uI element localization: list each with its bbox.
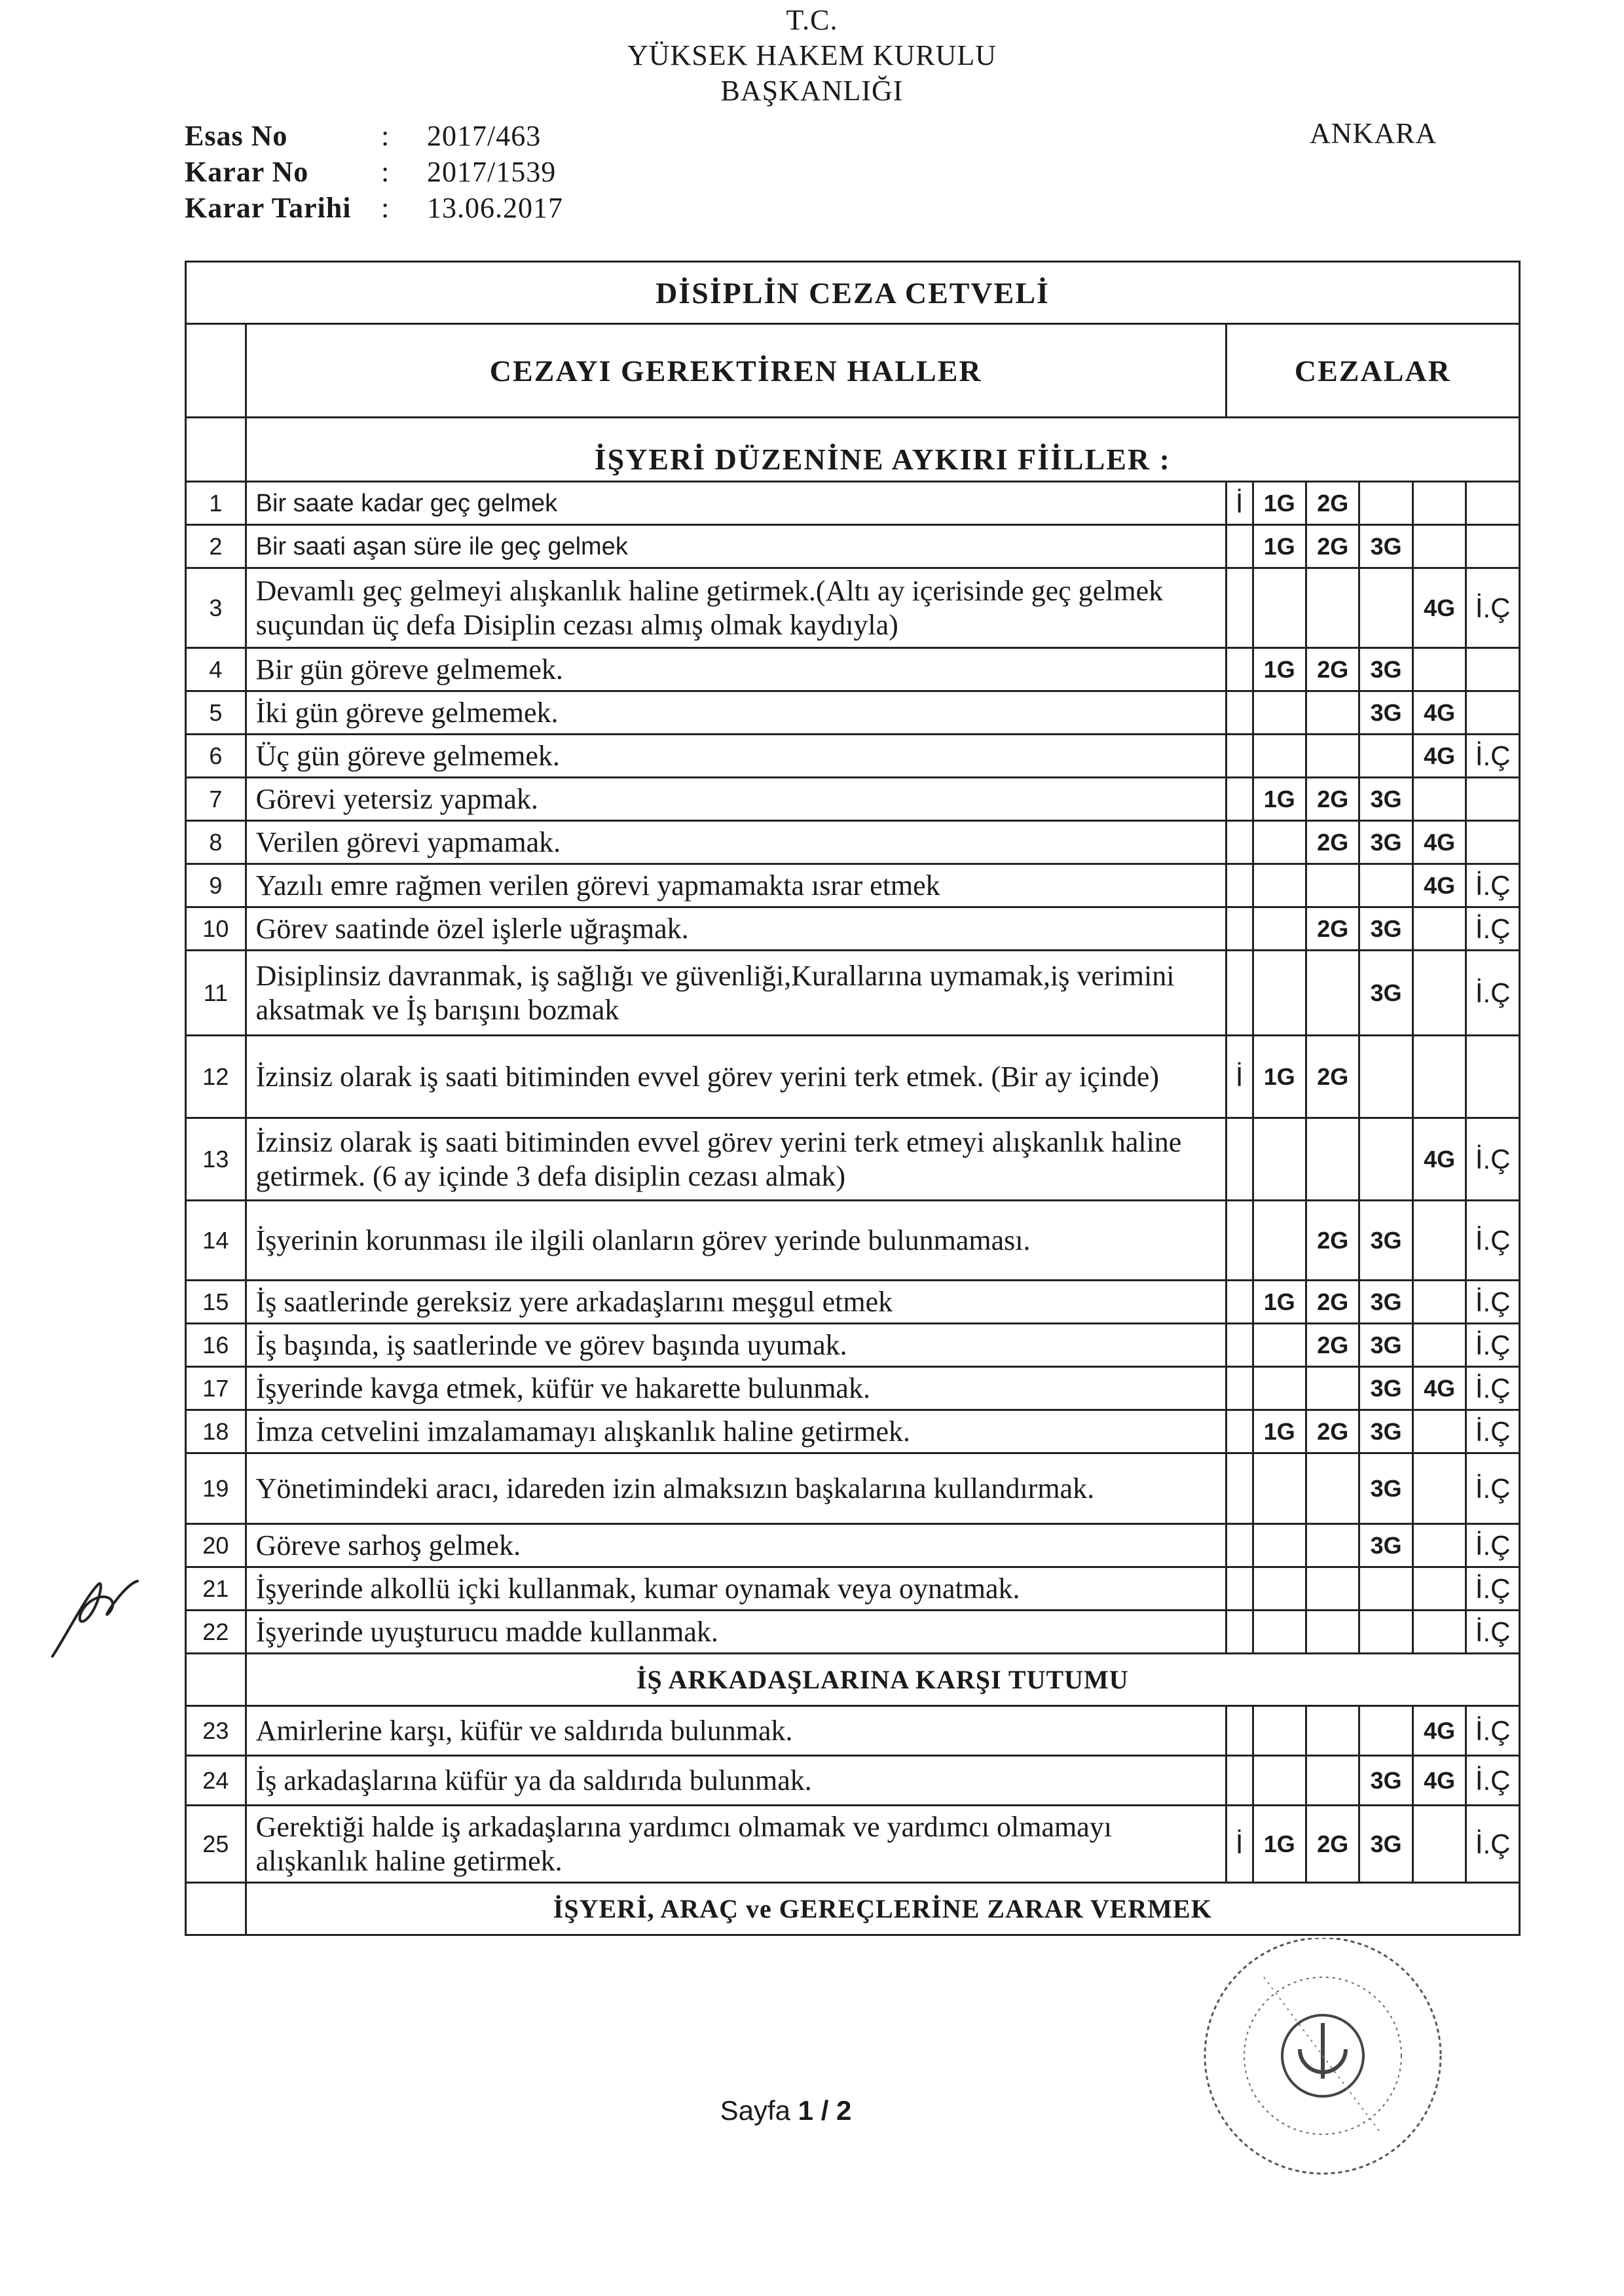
penalty-ihtar — [1226, 778, 1253, 821]
city-label: ANKARA — [1310, 117, 1437, 149]
penalty-ihtar — [1226, 1118, 1253, 1201]
row-description: Gerektiği halde iş arkadaşlarına yardımcı olmamak ve yardımcı olmamayı alışkanlık haline getirmek. — [246, 1806, 1226, 1883]
penalty-1g: 1G — [1253, 778, 1306, 821]
row-description: Devamlı geç gelmeyi alışkanlık haline getirmek.(Altı ay içerisinde geç gelmek suçundan üç defa Disiplin cezası almış olmak kaydıyla) — [246, 568, 1226, 648]
table-row — [186, 1756, 1520, 1806]
penalty-2g — [1306, 735, 1359, 778]
penalty-table — [185, 261, 1521, 1936]
penalty-2g: 2G — [1306, 1410, 1359, 1453]
penalty-3g: 3G — [1359, 1201, 1412, 1281]
penalty-2g — [1306, 1756, 1359, 1806]
penalty-3g: 3G — [1359, 778, 1412, 821]
row-number: 12 — [186, 1036, 246, 1118]
row-description: Amirlerine karşı, küfür ve saldırıda bulunmak. — [246, 1706, 1226, 1756]
header-blank-cell — [186, 324, 246, 418]
penalty-ihtar — [1226, 525, 1253, 568]
section-title-damage: İŞYERİ, ARAÇ ve GEREÇLERİNE ZARAR VERMEK — [246, 1883, 1519, 1935]
row-number: 14 — [186, 1201, 246, 1281]
penalty-is-cikis: İ.Ç — [1466, 1118, 1520, 1201]
penalty-3g: 3G — [1359, 1756, 1412, 1806]
row-description: İzinsiz olarak iş saati bitiminden evvel görev yerini terk etmek. (Bir ay içinde) — [246, 1036, 1226, 1118]
penalty-1g: 1G — [1253, 1036, 1306, 1118]
penalty-3g: 3G — [1359, 951, 1412, 1036]
penalty-ihtar: İ — [1226, 1036, 1253, 1118]
row-number: 13 — [186, 1118, 246, 1201]
penalty-1g: 1G — [1253, 525, 1306, 568]
row-description: İş başında, iş saatlerinde ve görev başında uyumak. — [246, 1324, 1226, 1367]
table-row — [186, 1036, 1520, 1118]
penalty-3g: 3G — [1359, 525, 1412, 568]
penalty-1g — [1253, 1453, 1306, 1524]
penalty-1g — [1253, 1367, 1306, 1410]
row-number: 10 — [186, 907, 246, 951]
row-description: Görev saatinde özel işlerle uğraşmak. — [246, 907, 1226, 951]
header-tc: T.C. — [786, 4, 838, 36]
penalty-2g — [1306, 951, 1359, 1036]
penalty-4g: 4G — [1412, 1367, 1466, 1410]
penalty-1g: 1G — [1253, 1281, 1306, 1324]
row-number: 8 — [186, 821, 246, 864]
penalty-2g: 2G — [1306, 778, 1359, 821]
section-row — [186, 1654, 1520, 1706]
row-number: 16 — [186, 1324, 246, 1367]
penalty-ihtar — [1226, 1324, 1253, 1367]
penalty-ihtar — [1226, 864, 1253, 907]
penalty-2g — [1306, 1706, 1359, 1756]
penalty-is-cikis — [1466, 648, 1520, 691]
case-meta — [185, 118, 563, 226]
penalty-4g — [1412, 1806, 1466, 1883]
table-title: DİSİPLİN CEZA CETVELİ — [186, 262, 1520, 324]
penalty-is-cikis — [1466, 821, 1520, 864]
penalty-4g: 4G — [1412, 821, 1466, 864]
table-row — [186, 864, 1520, 907]
penalty-3g: 3G — [1359, 1324, 1412, 1367]
row-description: İki gün göreve gelmemek. — [246, 691, 1226, 735]
penalty-3g — [1359, 1036, 1412, 1118]
header-institution: YÜKSEK HAKEM KURULU — [627, 39, 997, 71]
table-row — [186, 1201, 1520, 1281]
penalty-is-cikis: İ.Ç — [1466, 735, 1520, 778]
penalty-1g — [1253, 951, 1306, 1036]
penalty-1g — [1253, 1756, 1306, 1806]
official-seal-stamp — [1166, 1938, 1480, 2213]
penalty-2g — [1306, 864, 1359, 907]
penalty-3g: 3G — [1359, 1367, 1412, 1410]
meta-value: 2017/463 — [427, 120, 542, 152]
penalty-is-cikis — [1466, 1036, 1520, 1118]
penalty-4g — [1412, 1453, 1466, 1524]
row-description: Üç gün göreve gelmemek. — [246, 735, 1226, 778]
table-row — [186, 1367, 1520, 1410]
penalty-2g: 2G — [1306, 907, 1359, 951]
header-cezalar: CEZALAR — [1226, 324, 1519, 418]
penalty-1g — [1253, 735, 1306, 778]
penalty-4g — [1412, 1201, 1466, 1281]
penalty-2g: 2G — [1306, 648, 1359, 691]
penalty-ihtar — [1226, 568, 1253, 648]
penalty-2g: 2G — [1306, 821, 1359, 864]
meta-karar-row — [185, 154, 563, 190]
penalty-3g — [1359, 1611, 1412, 1654]
penalty-1g — [1253, 1611, 1306, 1654]
penalty-3g — [1359, 568, 1412, 648]
penalty-4g — [1412, 778, 1466, 821]
row-number: 20 — [186, 1524, 246, 1567]
penalty-3g: 3G — [1359, 1806, 1412, 1883]
row-description: Göreve sarhoş gelmek. — [246, 1524, 1226, 1567]
table-row — [186, 1118, 1520, 1201]
penalty-1g: 1G — [1253, 1806, 1306, 1883]
penalty-2g: 2G — [1306, 525, 1359, 568]
penalty-2g — [1306, 1611, 1359, 1654]
penalty-is-cikis: İ.Ç — [1466, 1453, 1520, 1524]
header-presidency: BAŞKANLIĞI — [720, 75, 904, 107]
penalty-ihtar — [1226, 735, 1253, 778]
penalty-ihtar — [1226, 691, 1253, 735]
page-footer — [655, 2095, 917, 2126]
row-description: Bir gün göreve gelmemek. — [246, 648, 1226, 691]
penalty-ihtar: İ — [1226, 1806, 1253, 1883]
penalty-ihtar — [1226, 1756, 1253, 1806]
penalty-4g: 4G — [1412, 1118, 1466, 1201]
penalty-2g: 2G — [1306, 1036, 1359, 1118]
penalty-1g — [1253, 1201, 1306, 1281]
penalty-4g — [1412, 1410, 1466, 1453]
penalty-4g — [1412, 951, 1466, 1036]
penalty-4g — [1412, 482, 1466, 525]
row-number: 1 — [186, 482, 246, 525]
row-number: 5 — [186, 691, 246, 735]
document-header — [485, 0, 1139, 109]
meta-colon: : — [381, 156, 390, 188]
penalty-4g: 4G — [1412, 568, 1466, 648]
row-description: Yazılı emre rağmen verilen görevi yapmamakta ısrar etmek — [246, 864, 1226, 907]
penalty-ihtar — [1226, 648, 1253, 691]
penalty-4g — [1412, 1567, 1466, 1611]
table-row — [186, 951, 1520, 1036]
table-row — [186, 648, 1520, 691]
row-number: 15 — [186, 1281, 246, 1324]
row-number: 6 — [186, 735, 246, 778]
penalty-2g: 2G — [1306, 1324, 1359, 1367]
table-row — [186, 735, 1520, 778]
table-row — [186, 568, 1520, 648]
row-description: Bir saati aşan süre ile geç gelmek — [246, 525, 1226, 568]
row-description: Verilen görevi yapmamak. — [246, 821, 1226, 864]
penalty-4g: 4G — [1412, 735, 1466, 778]
penalty-4g — [1412, 1611, 1466, 1654]
table-row — [186, 1324, 1520, 1367]
penalty-1g — [1253, 691, 1306, 735]
row-number: 9 — [186, 864, 246, 907]
section-title-workplace-order: İŞYERİ DÜZENİNE AYKIRI FİİLLER : — [246, 418, 1519, 482]
row-number: 18 — [186, 1410, 246, 1453]
penalty-is-cikis: İ.Ç — [1466, 1611, 1520, 1654]
penalty-2g — [1306, 568, 1359, 648]
header-haller: CEZAYI GEREKTİREN HALLER — [246, 324, 1226, 418]
penalty-ihtar — [1226, 1410, 1253, 1453]
penalty-is-cikis: İ.Ç — [1466, 1281, 1520, 1324]
meta-value: 2017/1539 — [427, 156, 557, 188]
section-blank-cell — [186, 418, 246, 482]
penalty-4g: 4G — [1412, 864, 1466, 907]
page-label: Sayfa — [720, 2095, 798, 2126]
penalty-is-cikis: İ.Ç — [1466, 1524, 1520, 1567]
penalty-4g — [1412, 907, 1466, 951]
penalty-is-cikis — [1466, 482, 1520, 525]
penalty-3g — [1359, 1567, 1412, 1611]
row-description: Görevi yetersiz yapmak. — [246, 778, 1226, 821]
penalty-3g: 3G — [1359, 691, 1412, 735]
penalty-3g: 3G — [1359, 1453, 1412, 1524]
penalty-is-cikis: İ.Ç — [1466, 951, 1520, 1036]
meta-esas-row — [185, 118, 563, 154]
section-blank-cell — [186, 1883, 246, 1935]
penalty-is-cikis: İ.Ç — [1466, 907, 1520, 951]
penalty-3g — [1359, 1706, 1412, 1756]
penalty-1g: 1G — [1253, 648, 1306, 691]
meta-label: Karar Tarihi — [185, 192, 352, 224]
penalty-1g — [1253, 1567, 1306, 1611]
penalty-is-cikis — [1466, 778, 1520, 821]
penalty-is-cikis: İ.Ç — [1466, 1756, 1520, 1806]
penalty-is-cikis: İ.Ç — [1466, 1806, 1520, 1883]
row-number: 4 — [186, 648, 246, 691]
penalty-4g — [1412, 1281, 1466, 1324]
row-number: 22 — [186, 1611, 246, 1654]
table-row — [186, 778, 1520, 821]
penalty-ihtar — [1226, 1567, 1253, 1611]
table-row — [186, 525, 1520, 568]
penalty-4g — [1412, 525, 1466, 568]
penalty-4g — [1412, 1324, 1466, 1367]
penalty-1g — [1253, 864, 1306, 907]
penalty-3g — [1359, 735, 1412, 778]
table-row — [186, 821, 1520, 864]
row-number: 23 — [186, 1706, 246, 1756]
row-number: 11 — [186, 951, 246, 1036]
row-number: 17 — [186, 1367, 246, 1410]
penalty-ihtar: İ — [1226, 482, 1253, 525]
penalty-is-cikis — [1466, 691, 1520, 735]
row-description: İş saatlerinde gereksiz yere arkadaşlarını meşgul etmek — [246, 1281, 1226, 1324]
penalty-3g: 3G — [1359, 1410, 1412, 1453]
penalty-ihtar — [1226, 821, 1253, 864]
penalty-2g: 2G — [1306, 482, 1359, 525]
table-row — [186, 1410, 1520, 1453]
row-description: Disiplinsiz davranmak, iş sağlığı ve güvenliği,Kurallarına uymamak,iş verimini aksatmak ve İş barışını bozmak — [246, 951, 1226, 1036]
handwritten-signature — [39, 1558, 170, 1676]
penalty-3g — [1359, 864, 1412, 907]
penalty-ihtar — [1226, 1524, 1253, 1567]
penalty-is-cikis: İ.Ç — [1466, 1201, 1520, 1281]
section-title-colleagues: İŞ ARKADAŞLARINA KARŞI TUTUMU — [246, 1654, 1519, 1706]
penalty-ihtar — [1226, 1281, 1253, 1324]
table-row — [186, 907, 1520, 951]
penalty-is-cikis — [1466, 525, 1520, 568]
penalty-1g — [1253, 1118, 1306, 1201]
penalty-4g: 4G — [1412, 691, 1466, 735]
penalty-3g: 3G — [1359, 907, 1412, 951]
penalty-3g: 3G — [1359, 821, 1412, 864]
penalty-ihtar — [1226, 1611, 1253, 1654]
penalty-4g — [1412, 648, 1466, 691]
penalty-2g — [1306, 1524, 1359, 1567]
penalty-is-cikis: İ.Ç — [1466, 568, 1520, 648]
penalty-3g — [1359, 1118, 1412, 1201]
penalty-1g — [1253, 1524, 1306, 1567]
row-number: 21 — [186, 1567, 246, 1611]
row-number: 7 — [186, 778, 246, 821]
row-description: Yönetimindeki aracı, idareden izin almaksızın başkalarına kullandırmak. — [246, 1453, 1226, 1524]
table-row — [186, 482, 1520, 525]
section-row — [186, 1883, 1520, 1935]
page-number: 1 / 2 — [798, 2095, 852, 2126]
penalty-2g — [1306, 1367, 1359, 1410]
penalty-2g: 2G — [1306, 1806, 1359, 1883]
penalty-is-cikis: İ.Ç — [1466, 1410, 1520, 1453]
row-description: İş arkadaşlarına küfür ya da saldırıda bulunmak. — [246, 1756, 1226, 1806]
penalty-3g — [1359, 482, 1412, 525]
row-description: İzinsiz olarak iş saati bitiminden evvel görev yerini terk etmeyi alışkanlık haline getirmek. (6 ay içinde 3 defa disiplin cezası almak) — [246, 1118, 1226, 1201]
penalty-is-cikis: İ.Ç — [1466, 1706, 1520, 1756]
penalty-ihtar — [1226, 1367, 1253, 1410]
penalty-ihtar — [1226, 907, 1253, 951]
penalty-is-cikis: İ.Ç — [1466, 1367, 1520, 1410]
meta-label: Karar No — [185, 156, 309, 188]
penalty-2g — [1306, 1567, 1359, 1611]
row-number: 2 — [186, 525, 246, 568]
penalty-2g: 2G — [1306, 1281, 1359, 1324]
penalty-2g — [1306, 691, 1359, 735]
section-blank-cell — [186, 1654, 246, 1706]
row-description: İşyerinde alkollü içki kullanmak, kumar oynamak veya oynatmak. — [246, 1567, 1226, 1611]
row-description: Bir saate kadar geç gelmek — [246, 482, 1226, 525]
row-number: 19 — [186, 1453, 246, 1524]
penalty-1g — [1253, 1324, 1306, 1367]
table-row — [186, 1453, 1520, 1524]
row-number: 24 — [186, 1756, 246, 1806]
penalty-is-cikis: İ.Ç — [1466, 1567, 1520, 1611]
table-row — [186, 691, 1520, 735]
penalty-1g — [1253, 568, 1306, 648]
penalty-ihtar — [1226, 951, 1253, 1036]
meta-value: 13.06.2017 — [427, 192, 563, 224]
penalty-1g — [1253, 1706, 1306, 1756]
meta-tarih-row — [185, 190, 563, 226]
penalty-2g — [1306, 1118, 1359, 1201]
row-description: İşyerinde kavga etmek, küfür ve hakarette bulunmak. — [246, 1367, 1226, 1410]
penalty-is-cikis: İ.Ç — [1466, 864, 1520, 907]
penalty-1g: 1G — [1253, 482, 1306, 525]
penalty-4g — [1412, 1036, 1466, 1118]
meta-label: Esas No — [185, 120, 288, 152]
penalty-1g: 1G — [1253, 1410, 1306, 1453]
table-row — [186, 1806, 1520, 1883]
row-number: 25 — [186, 1806, 246, 1883]
row-description: İşyerinde uyuşturucu madde kullanmak. — [246, 1611, 1226, 1654]
row-description: İşyerinin korunması ile ilgili olanların görev yerinde bulunmaması. — [246, 1201, 1226, 1281]
meta-colon: : — [381, 120, 390, 152]
meta-colon: : — [381, 192, 390, 224]
row-number: 3 — [186, 568, 246, 648]
penalty-1g — [1253, 821, 1306, 864]
penalty-3g: 3G — [1359, 648, 1412, 691]
penalty-ihtar — [1226, 1453, 1253, 1524]
penalty-4g: 4G — [1412, 1706, 1466, 1756]
penalty-4g — [1412, 1524, 1466, 1567]
table-row — [186, 1567, 1520, 1611]
table-row — [186, 1706, 1520, 1756]
penalty-is-cikis: İ.Ç — [1466, 1324, 1520, 1367]
table-row — [186, 1524, 1520, 1567]
penalty-4g: 4G — [1412, 1756, 1466, 1806]
penalty-2g — [1306, 1453, 1359, 1524]
table-row — [186, 1281, 1520, 1324]
penalty-ihtar — [1226, 1706, 1253, 1756]
penalty-1g — [1253, 907, 1306, 951]
table-row — [186, 1611, 1520, 1654]
penalty-ihtar — [1226, 1201, 1253, 1281]
penalty-3g: 3G — [1359, 1281, 1412, 1324]
penalty-3g: 3G — [1359, 1524, 1412, 1567]
row-description: İmza cetvelini imzalamamayı alışkanlık haline getirmek. — [246, 1410, 1226, 1453]
penalty-2g: 2G — [1306, 1201, 1359, 1281]
